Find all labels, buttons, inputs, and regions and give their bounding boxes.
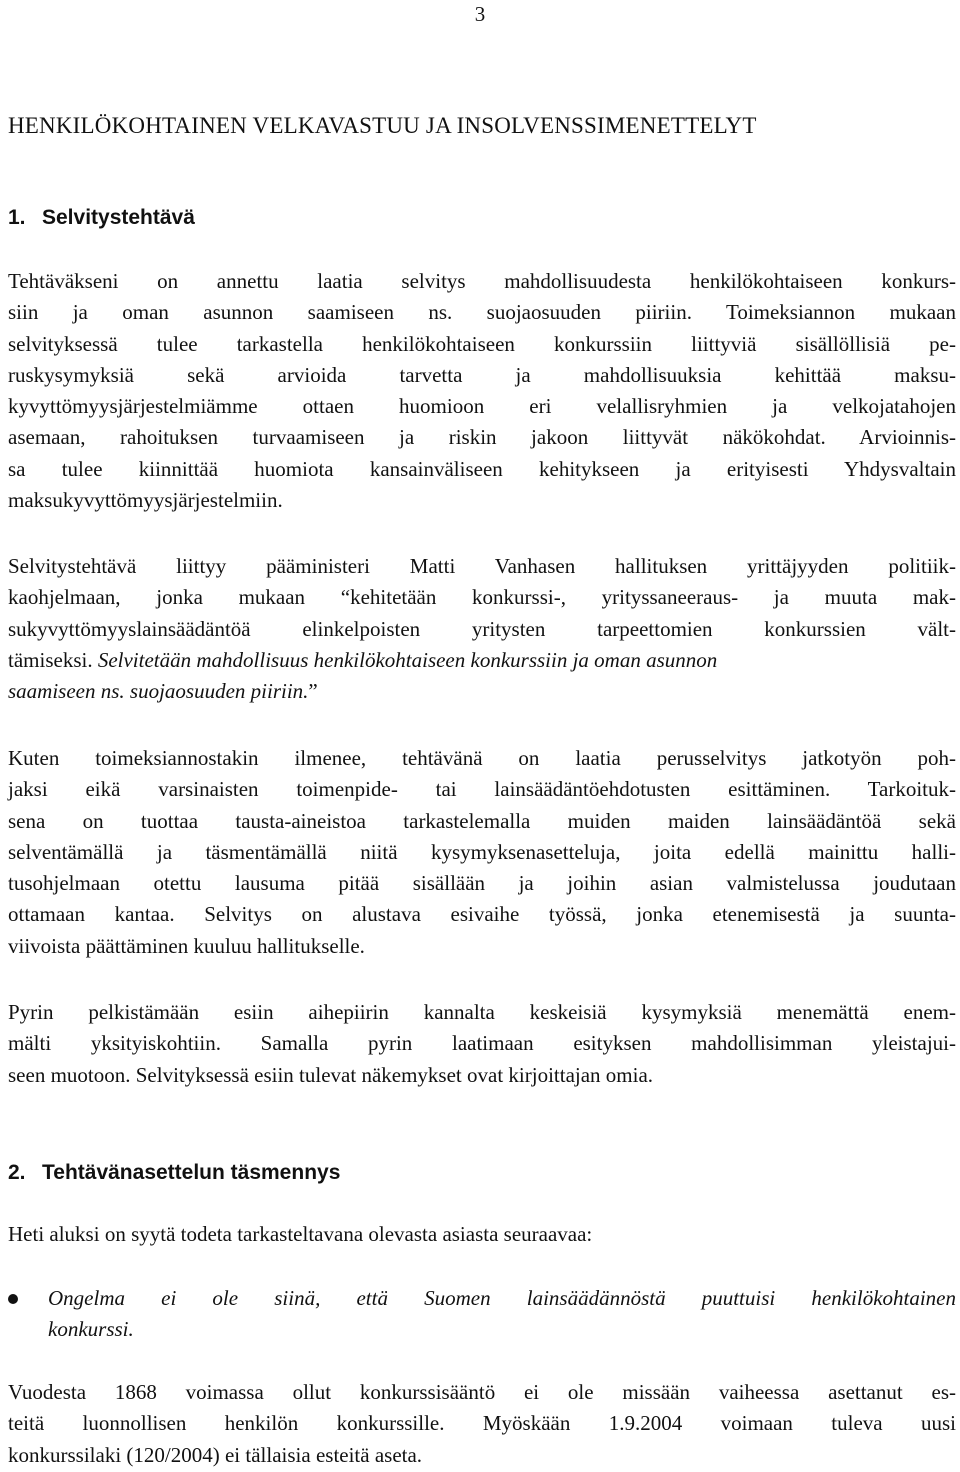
text-line: ruskysymyksiä sekä arvioida tarvetta ja mahdollisuuksia kehittää maksu- <box>8 362 956 387</box>
bullet-item-text <box>48 1283 956 1346</box>
quoted-italic-text: Selvitetään mahdollisuus henkilökohtaiseen konkurssiin ja oman asunnon <box>97 647 718 672</box>
text-line: mälti yksityiskohtiin. Samalla pyrin laatimaan esityksen mahdollisimman yleistajui- <box>8 1031 956 1056</box>
text-line: Pyrin pelkistämään esiin aihepiirin kannalta keskeisiä kysymyksiä menemättä enem- <box>8 1000 956 1024</box>
section-2-intro <box>8 1219 956 1250</box>
document-title: HENKILÖKOHTAINEN VELKAVASTUU JA INSOLVENSSIMENETTELYT <box>8 113 757 138</box>
closing-quote: ” <box>308 679 318 704</box>
page-number: 3 <box>474 2 486 26</box>
text-line: tusohjelmaan otettu lausuma pitää sisällään ja joihin asian valmistelussa joudutaan <box>8 871 956 896</box>
paragraph-3 <box>8 743 956 962</box>
text-line: Tehtäväkseni on annettu laatia selvitys mahdollisuudesta henkilökohtaiseen konkurs- <box>8 269 956 293</box>
section-1-heading <box>8 205 195 231</box>
section-2-heading <box>8 1160 340 1186</box>
text-line: teitä luonnollisen henkilön konkurssille. Myöskään 1.9.2004 voimaan tuleva uusi <box>8 1411 956 1436</box>
text-line: kaohjelmaan, jonka mukaan “kehitetään konkurssi-, yrityssaneeraus- ja muuta mak- <box>8 585 956 610</box>
text-line: viivoista päättäminen kuuluu hallitukselle. <box>8 933 365 958</box>
text-line: Heti aluksi on syytä todeta tarkasteltavana olevasta asiasta seuraavaa: <box>8 1222 593 1246</box>
text-line: jaksi eikä varsinaisten toimenpide- tai lainsäädäntöehdotusten esittäminen. Tarkoituk- <box>8 777 956 802</box>
text-line: asemaan, rahoituksen turvaamiseen ja riskin jakoon liittyvät näkökohdat. Arvioinnis- <box>8 425 956 450</box>
bullet-icon <box>8 1294 18 1304</box>
text-line: Ongelma ei ole siinä, että Suomen lainsäädännöstä puuttuisi henkilökohtainen <box>48 1286 956 1310</box>
paragraph-1 <box>8 266 956 516</box>
text-line: selventämällä ja täsmentämällä niitä kysymyksenasetteluja, joita edellä mainittu halli- <box>8 839 956 864</box>
paragraph-2 <box>8 551 956 707</box>
paragraph-4 <box>8 997 956 1091</box>
text-line: siin ja oman asunnon saamiseen ns. suojaosuuden piiriin. Toimeksiannon mukaan <box>8 300 956 325</box>
paragraph-5 <box>8 1377 956 1471</box>
section-2-title: Tehtävänasettelun täsmennys <box>42 1161 341 1184</box>
text-line: Kuten toimeksiannostakin ilmenee, tehtävänä on laatia perusselvitys jatkotyön poh- <box>8 746 956 770</box>
text-line: sena on tuottaa tausta-aineistoa tarkastelemalla muiden maiden lainsäädäntöä sekä <box>8 808 956 833</box>
text-line: Selvitystehtävä liittyy pääministeri Matti Vanhasen hallituksen yrittäjyyden politiik- <box>8 554 956 578</box>
text-line: sukyvyttömyyslainsäädäntöä elinkelpoisten yritysten tarpeettomien konkurssien vält- <box>8 616 956 641</box>
section-2-number: 2. <box>8 1161 26 1184</box>
text-line: maksukyvyttömyysjärjestelmiin. <box>8 488 283 513</box>
text-line: kyvyttömyysjärjestelmiämme ottaen huomioon eri velallisryhmien ja velkojatahojen <box>8 394 956 419</box>
quoted-italic-text: saamiseen ns. suojaosuuden piiriin. <box>8 679 309 704</box>
text-line: konkurssi. <box>48 1317 134 1342</box>
text-line: konkurssilaki (120/2004) ei tällaisia esteitä aseta. <box>8 1442 423 1467</box>
text-segment: tämiseksi. <box>8 647 98 672</box>
section-1-number: 1. <box>8 206 26 229</box>
text-line: Vuodesta 1868 voimassa ollut konkurssisääntö ei ole missään vaiheessa asettanut es- <box>8 1380 956 1404</box>
text-line: selvityksessä tulee tarkastella henkilökohtaiseen konkurssiin liittyviä sisällöllisiä pe- <box>8 331 956 356</box>
text-line: seen muotoon. Selvityksessä esiin tulevat näkemykset ovat kirjoittajan omia. <box>8 1062 654 1087</box>
text-line <box>8 645 956 676</box>
section-1-title: Selvitystehtävä <box>42 206 195 229</box>
text-line: ottamaan kantaa. Selvitys on alustava esivaihe työssä, jonka etenemisestä ja suunta- <box>8 902 956 927</box>
text-line: sa tulee kiinnittää huomiota kansainväliseen kehitykseen ja erityisesti Yhdysvaltain <box>8 456 956 481</box>
text-line <box>8 676 956 707</box>
